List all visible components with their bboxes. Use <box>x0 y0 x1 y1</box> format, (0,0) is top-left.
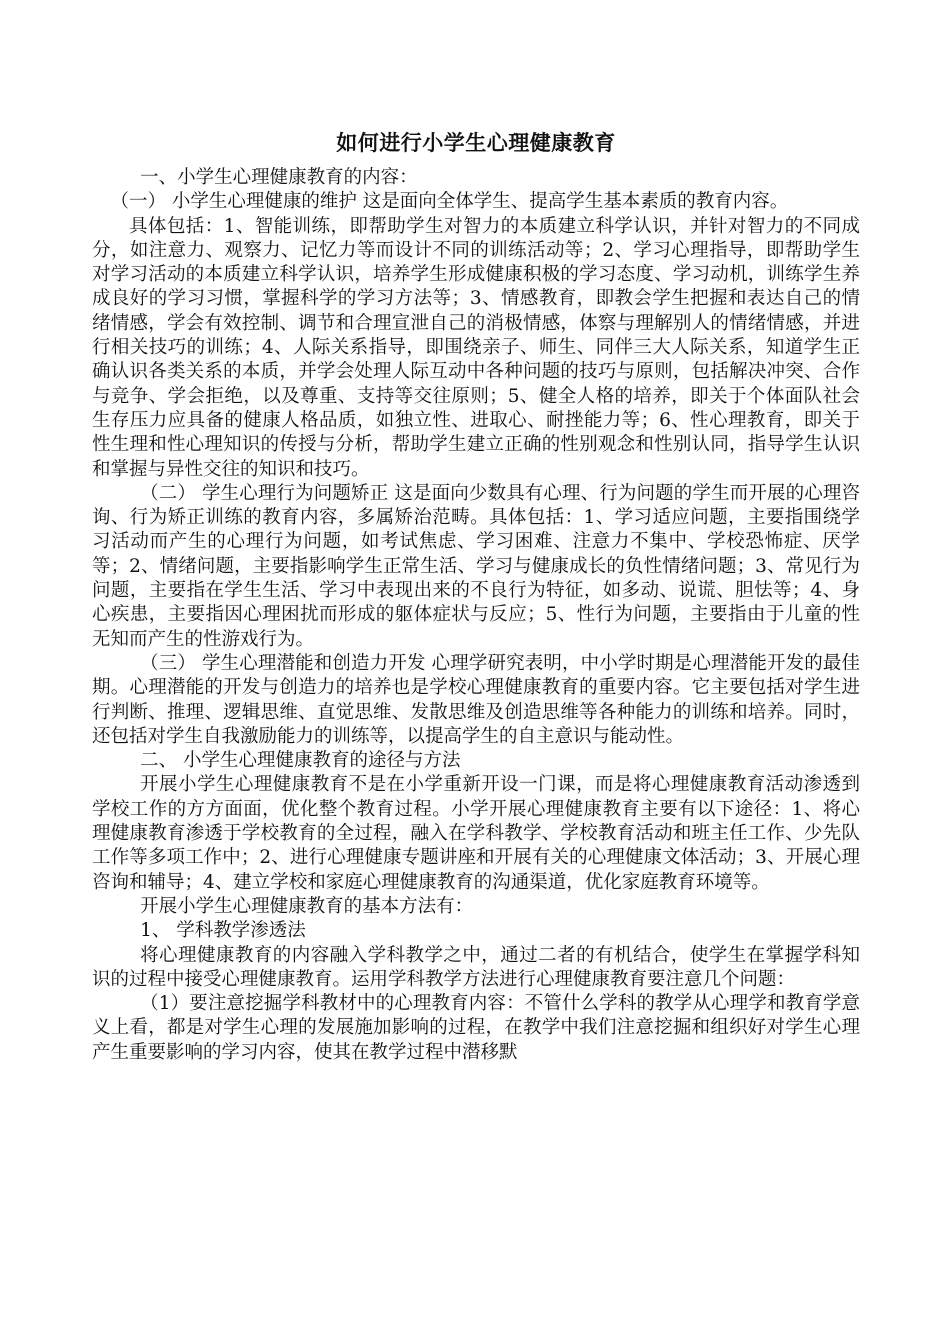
section-heading-1: 一、小学生心理健康教育的内容： <box>140 167 418 188</box>
methods-intro-paragraph: 开展小学生心理健康教育不是在小学重新开设一门课，而是将心理健康教育活动渗透到学校工作的方方面面，优化整个教育过程。小学开展心理健康教育主要有以下途径：1、将心理健康教育渗透于学校教育的全过程，融入在学科教学、学校教育活动和班主任工作、少先队工作等多项工作中；2、进行心理健康专题讲座和开展有关的心理健康文体活动；3、开展心理咨询和辅导；4、建立学校和家庭心理健康教育的沟通渠道，优化家庭教育环境等。 <box>92 774 860 893</box>
method-1-heading: 1、 学科教学渗透法 <box>140 920 306 942</box>
method-1-paragraph: 将心理健康教育的内容融入学科教学之中，通过二者的有机结合，使学生在掌握学科知识的过程中接受心理健康教育。运用学科教学方法进行心理健康教育要注意几个问题： <box>92 944 860 990</box>
methods-lead-paragraph: 开展小学生心理健康教育的基本方法有： <box>140 895 474 917</box>
details-paragraph: 具体包括：1、智能训练，即帮助学生对智力的本质建立科学认识，并针对智力的不同成分，如注意力、观察力、记忆力等而设计不同的训练活动等；2、学习心理指导，即帮助学生对学习活动的本质建立科学认识，培养学生形成健康积极的学习态度、学习动机，训练学生养成良好的学习习惯，掌握科学的学习方法等；3、情感教育，即教会学生把握和表达自己的情绪情感，学会有效控制、调节和合理宣泄自己的消极情感，体察与理解别人的情绪情感，并进行相关技巧的训练；4、人际关系指导，即围绕亲子、师生、同伴三大人际关系，知道学生正确认识各类关系的本质，并学会处理人际互动中各种问题的技巧与原则，包括解决冲突、合作与竞争、学会拒绝，以及尊重、支持等交往原则；5、健全人格的培养，即关于个体面队社会生存压力应具备的健康人格品质，如独立性、进取心、耐挫能力等；6、性心理教育，即关于性生理和性心理知识的传授与分析，帮助学生建立正确的性别观念和性别认同，指导学生认识和掌握与异性交往的知识和技巧。 <box>92 215 860 480</box>
subsection-3-paragraph: （三） 学生心理潜能和创造力开发 心理学研究表明，中小学时期是心理潜能开发的最佳期。心理潜能的开发与创造力的培养也是学校心理健康教育的重要内容。它主要包括对学生进行判断、推理、逻辑思维、直觉思维、发散思维及创造思维等各种能力的训练和培养。同时，还包括对学生自我激励能力的训练等，以提高学生的自主意识与能动性。 <box>92 652 860 747</box>
section-heading-2: 二、 小学生心理健康教育的途径与方法 <box>140 750 461 772</box>
document-page <box>92 128 860 1065</box>
document-title: 如何进行小学生心理健康教育 <box>336 131 616 155</box>
subsection-2-paragraph: （二） 学生心理行为问题矫正 这是面向少数具有心理、行为问题的学生而开展的心理咨询、行为矫正训练的教育内容，多属矫治范畴。具体包括：1、学习适应问题，主要指围绕学习活动而产生的心理行为问题，如考试焦虑、学习困难、注意力不集中、学校恐怖症、厌学等；2、情绪问题，主要指影响学生正常生活、学习与健康成长的负性情绪问题；3、常见行为问题，主要指在学生生活、学习中表现出来的不良行为特征，如多动、说谎、胆怯等；4、身心疾患，主要指因心理困扰而形成的躯体症状与反应；5、性行为问题，主要指由于儿童的性无知而产生的性游戏行为。 <box>92 482 860 650</box>
point-1-paragraph: （1）要注意挖掘学科教材中的心理教育内容：不管什么学科的教学从心理学和教育学意义上看，都是对学生心理的发展施加影响的过程，在教学中我们注意挖掘和组织好对学生心理产生重要影响的学习内容，使其在教学过程中潜移默 <box>92 993 860 1063</box>
subsection-1-paragraph: （一） 小学生心理健康的维护 这是面向全体学生、提高学生基本素质的教育内容。 <box>110 191 789 213</box>
